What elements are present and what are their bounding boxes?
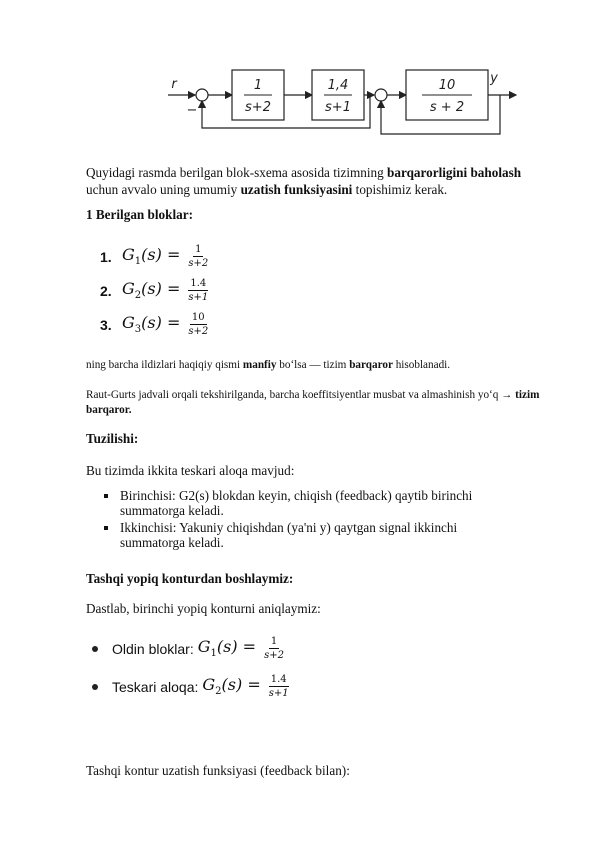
- equation-row: 1. $G_1(s)$ = $\frac{1}{s+2}$: [100, 244, 209, 269]
- list-item: Oldin bloklar: $G_1(s)$ = $\frac{1}{s+2}$: [92, 636, 286, 661]
- structure-list: [102, 488, 522, 552]
- block-g3-numerator: 10: [438, 78, 456, 93]
- block-g1-denominator: s+2: [245, 100, 271, 115]
- equation-row: 3. $G_3(s)$ = $\frac{10}{s+2}$: [100, 312, 209, 337]
- list-item: Ikkinchisi: Yakuniy chiqishdan (ya'ni y) qaytgan signal ikkinchi summatorga keladi.: [102, 520, 522, 550]
- list-item: Birinchisi: G2(s) blokdan keyin, chiqish (feedback) qaytib birinchi summatorga keladi.: [102, 488, 522, 518]
- stability-note: ning barcha ildizlari haqiqiy qismi manfiy bo‘lsa — tizim barqaror hisoblanadi.: [86, 359, 451, 371]
- block-diagram: [160, 62, 520, 142]
- fraction: $\frac{1.4}{s+1}$: [188, 278, 209, 303]
- input-label: r: [171, 77, 177, 92]
- fraction: $\frac{10}{s+2}$: [188, 312, 209, 337]
- equation-row: 2. $G_2(s)$ = $\frac{1.4}{s+1}$: [100, 278, 209, 303]
- intro-paragraph: Quyidagi rasmda berilgan blok-sxema asosida tizimning barqarorligini baholash uchun avvalo uning umumiy uzatish funksiyasini topishimiz kerak.: [86, 165, 522, 197]
- fraction: $\frac{1}{s+2}$: [264, 636, 284, 661]
- summing-junction-2: [375, 89, 387, 101]
- final-text: Tashqi kontur uzatish funksiyasi (feedback bilan):: [86, 763, 350, 778]
- routh-hurwitz-note: Raut-Gurts jadvali orqali tekshirilganda, barcha koeffitsiyentlar musbat va almashinish yo‘q → tizim barqaror.: [86, 389, 540, 416]
- block-g2-denominator: s+1: [325, 100, 351, 115]
- structure-text: Bu tizimda ikkita teskari aloqa mavjud:: [86, 463, 295, 478]
- blocks-heading: 1 Berilgan bloklar:: [86, 207, 193, 222]
- bullet-icon: [92, 646, 98, 652]
- fraction: $\frac{1.4}{s+1}$: [268, 674, 289, 699]
- block-g3-denominator: s + 2: [429, 100, 465, 115]
- minus-sign: −: [186, 103, 198, 118]
- output-label: y: [490, 71, 498, 86]
- list-item: Teskari aloqa: $G_2(s)$ = $\frac{1.4}{s+1}$: [92, 674, 291, 699]
- structure-heading: Tuzilishi:: [86, 431, 139, 446]
- bullet-icon: [92, 684, 98, 690]
- block-g1-numerator: 1: [253, 78, 263, 93]
- fraction: $\frac{1}{s+2}$: [188, 244, 209, 269]
- block-g2-numerator: 1,4: [327, 78, 349, 93]
- summing-junction-1: [196, 89, 208, 101]
- outer-heading: Tashqi yopiq konturdan boshlaymiz:: [86, 571, 294, 586]
- outer-text: Dastlab, birinchi yopiq konturni aniqlaymiz:: [86, 601, 321, 616]
